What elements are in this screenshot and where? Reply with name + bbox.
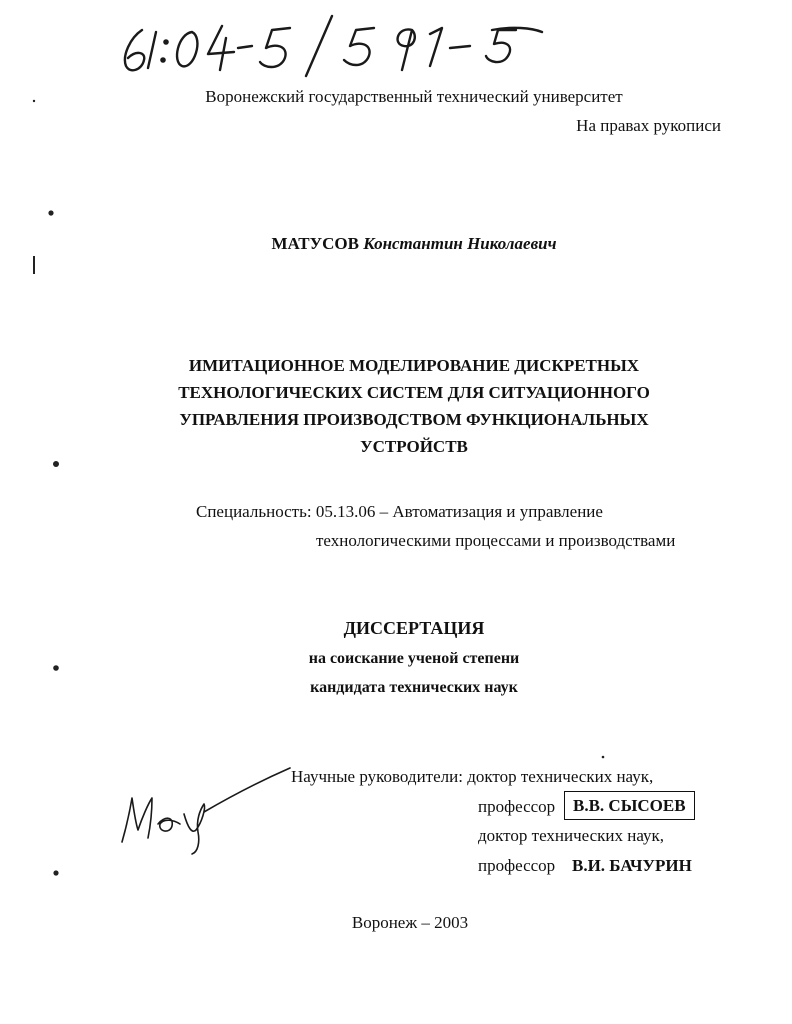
title-line: УПРАВЛЕНИЯ ПРОИЗВОДСТВОМ ФУНКЦИОНАЛЬНЫХ — [179, 410, 649, 429]
author — [0, 234, 792, 254]
author-surname: МАТУСОВ — [271, 234, 359, 253]
dissertation-title — [0, 352, 792, 460]
university-name: Воронежский государственный технический университет — [205, 87, 623, 106]
dissertation-heading: ДИССЕРТАЦИЯ — [343, 618, 485, 638]
title-line: ТЕХНОЛОГИЧЕСКИХ СИСТЕМ ДЛЯ СИТУАЦИОННОГО — [178, 383, 650, 402]
author-name: Константин Николаевич — [363, 234, 557, 253]
city-year: Воронеж – 2003 — [351, 913, 469, 932]
handwritten-archive-number — [112, 8, 572, 80]
specialty-line-2: технологическими процессами и производствами — [316, 531, 676, 550]
title-line: УСТРОЙСТВ — [360, 437, 468, 456]
supervisor-2-name: В.И. БАЧУРИН — [572, 856, 692, 875]
supervisor-2-degree: доктор технических наук, — [478, 826, 665, 845]
supervisors-intro: Научные руководители: доктор технических наук, — [291, 767, 654, 786]
specialty-line-1: Специальность: 05.13.06 – Автоматизация и управление — [196, 502, 603, 521]
manuscript-rights-note: На правах рукописи — [576, 116, 721, 135]
handwritten-signature — [108, 758, 298, 858]
degree-line-2: кандидата технических наук — [310, 679, 518, 696]
title-line: ИМИТАЦИОННОЕ МОДЕЛИРОВАНИЕ ДИСКРЕТНЫХ — [188, 356, 640, 375]
supervisor-1-name: В.В. СЫСОЕВ — [564, 791, 695, 820]
supervisor-2-title: профессор — [478, 856, 556, 875]
degree-line-1: на соискание ученой степени — [308, 650, 520, 667]
supervisor-1-title: профессор — [478, 797, 556, 816]
